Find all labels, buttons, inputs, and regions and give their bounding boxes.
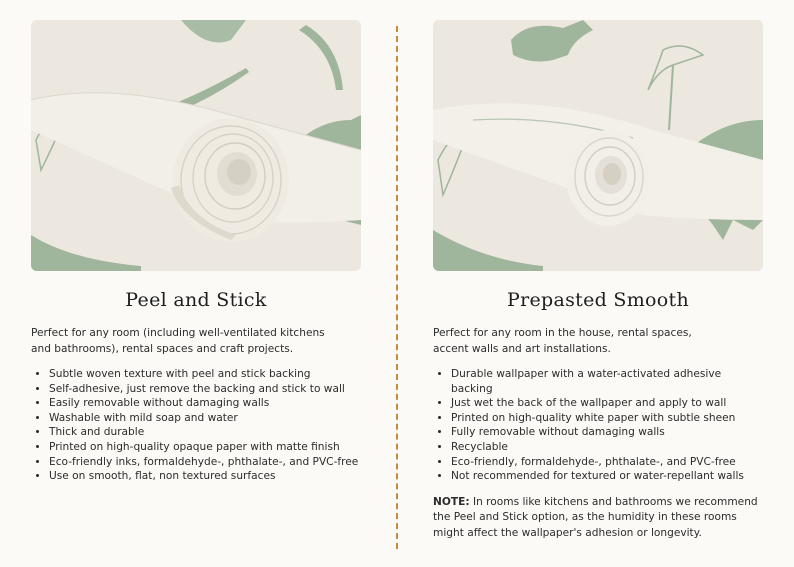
prepasted-smooth-wallpaper-roll-image: [433, 20, 763, 271]
peel-and-stick-title: Peel and Stick: [125, 289, 267, 311]
list-item: • Printed on high-quality opaque paper with matte finish: [49, 440, 361, 455]
note-text: In rooms like kitchens and bathrooms we recommend the Peel and Stick option, as the humidity in these rooms might affect the wallpaper's adhesion or longevity.: [433, 495, 758, 539]
peel-and-stick-panel: [31, 20, 361, 484]
intro-line-1: Perfect for any room (including well-ventilated kitchens: [31, 327, 325, 339]
prepasted-smooth-intro: [433, 325, 763, 357]
prepasted-smooth-title: Prepasted Smooth: [506, 289, 689, 311]
peel-and-stick-intro: [31, 325, 361, 357]
intro-line-1: Perfect for any room in the house, rental spaces,: [433, 327, 692, 339]
dashed-divider: [396, 26, 398, 549]
note-label: NOTE:: [433, 495, 470, 508]
list-item: • Easily removable without damaging walls: [49, 396, 361, 411]
list-item: • Printed on high-quality white paper with subtle sheen: [451, 411, 763, 426]
list-item: • Not recommended for textured or water-repellant walls: [451, 469, 763, 484]
list-item: • Self-adhesive, just remove the backing and stick to wall: [49, 382, 361, 397]
list-item: • Washable with mild soap and water: [49, 411, 361, 426]
list-item: • Fully removable without damaging walls: [451, 425, 763, 440]
list-item: • Use on smooth, flat, non textured surfaces: [49, 469, 361, 484]
list-item: • Eco-friendly inks, formaldehyde-, phthalate-, and PVC-free: [49, 455, 361, 470]
list-item: • Subtle woven texture with peel and stick backing: [49, 367, 361, 382]
list-item: • Just wet the back of the wallpaper and apply to wall: [451, 396, 763, 411]
list-item: • Eco-friendly, formaldehyde-, phthalate-, and PVC-free: [451, 455, 763, 470]
prepasted-smooth-features-list: [433, 367, 763, 484]
intro-line-2: accent walls and art installations.: [433, 343, 611, 355]
prepasted-smooth-panel: [433, 20, 763, 552]
peel-and-stick-wallpaper-roll-image: [31, 20, 361, 271]
list-item: • Recyclable: [451, 440, 763, 455]
peel-and-stick-features-list: [31, 367, 361, 484]
list-item: • Thick and durable: [49, 425, 361, 440]
humidity-note: [433, 495, 763, 541]
list-item: • Durable wallpaper with a water-activated adhesive backing: [451, 367, 763, 396]
intro-line-2: and bathrooms), rental spaces and craft projects.: [31, 343, 294, 355]
